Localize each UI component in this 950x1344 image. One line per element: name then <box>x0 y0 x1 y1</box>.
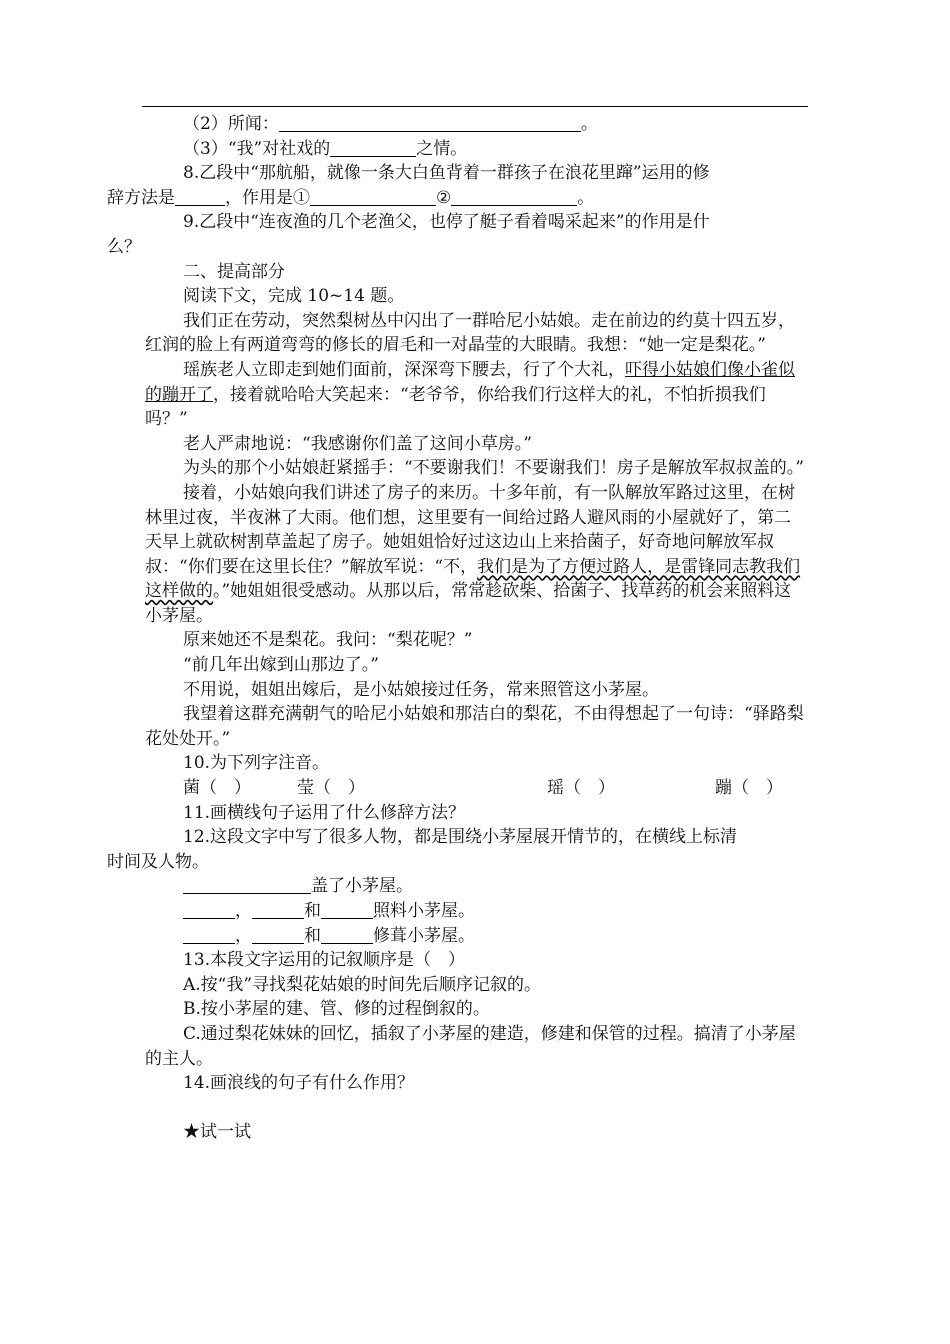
q12-row-1: 盖了小茅屋。 <box>145 874 805 899</box>
answer-blank[interactable] <box>330 139 416 157</box>
q13-option-c[interactable]: C.通过梨花妹妹的回忆，插叙了小茅屋的建造，修建和保管的过程。搞清了小茅屋的主人。 <box>145 1023 796 1069</box>
passage-paragraph-2: 瑶族老人立即走到她们面前，深深弯下腰去，行了个大礼，吓得小姑娘们像小雀似的蹦开了，接着就哈哈大笑起来：“老爷爷，你给我们行这样大的礼，不怕折损我们吗？” <box>145 359 795 430</box>
wavy-underlined-sentence: 我们是为了方便过路人，是雷锋同志教我们这样做的 <box>145 556 801 602</box>
worksheet-content <box>107 112 805 1144</box>
question-10: 10.为下列字注音。 <box>183 753 330 774</box>
pinyin-items <box>145 776 805 801</box>
q7-item3: （3）“我”对社戏的 之情。 <box>183 138 468 159</box>
passage-paragraph-8: 不用说，姐姐出嫁后，是小姑娘接过任务，常来照管这小茅屋。 <box>183 679 659 700</box>
pinyin-item[interactable]: 莹（ ） <box>297 778 365 799</box>
passage-paragraph-5: 接着，小姑娘向我们讲述了房子的来历。十多年前，有一队解放军路过这里，在树林里过夜，半夜淋了大雨。他们想，这里要有一间给过路人避风雨的小屋就好了，第二天早上就砍树割草盖起了房子。她姐姐恰好过这边山上来拾菌子，好奇地问解放军叔叔：“你们要在这里长住？”解放军说：“不，我们是为了方便过路人，是雷锋同志教我们这样做的。”她姐姐很受感动。从那以后，常常趁砍柴、拾菌子、找草药的机会来照料这小茅屋。 <box>145 482 801 626</box>
answer-blank[interactable] <box>279 114 581 132</box>
question-12: 12.这段文字中写了很多人物，都是围绕小茅屋展开情节的，在横线上标清 时间及人物。 <box>107 827 738 872</box>
question-9: 9.乙段中“连夜渔的几个老渔父，也停了艇子看着喝采起来”的作用是什 么？ <box>107 212 710 257</box>
passage-paragraph-6: 原来她还不是梨花。我问：“梨花呢？” <box>183 630 473 651</box>
answer-blank[interactable] <box>252 926 304 944</box>
section-2-title: 二、提高部分 <box>183 261 285 282</box>
passage-paragraph-3: 老人严肃地说：“我感谢你们盖了这间小草房。” <box>183 433 532 454</box>
pinyin-item[interactable]: 菌（ ） <box>183 778 251 799</box>
answer-blank[interactable] <box>183 926 235 944</box>
passage-paragraph-9: 我望着这群充满朝气的哈尼小姑娘和那洁白的梨花，不由得想起了一句诗：“驿路梨花处处开。” <box>145 704 804 749</box>
question-11: 11.画横线句子运用了什么修辞方法？ <box>183 802 466 823</box>
question-13: 13.本段文字运用的记叙顺序是（ ） <box>183 950 466 971</box>
question-14: 14.画浪线的句子有什么作用？ <box>183 1073 415 1094</box>
q12-row-3: ， 和 修葺小茅屋。 <box>145 924 805 949</box>
question-8: 8.乙段中“那航船，就像一条大白鱼背着一群孩子在浪花里蹿”运用的修 辞方法是 ，作用是① ② 。 <box>107 163 710 208</box>
answer-blank[interactable] <box>321 901 373 919</box>
answer-blank[interactable] <box>183 901 235 919</box>
pinyin-item[interactable]: 瑶（ ） <box>547 778 615 799</box>
try-it-heading: ★试一试 <box>183 1121 251 1142</box>
q13-option-b[interactable]: B.按小茅屋的建、管、修的过程倒叙的。 <box>183 999 490 1020</box>
pinyin-item[interactable]: 蹦（ ） <box>715 778 783 799</box>
q7-item2: （2）所闻： 。 <box>183 114 598 134</box>
passage-paragraph-4: 为头的那个小姑娘赶紧摇手：“不要谢我们！不要谢我们！房子是解放军叔叔盖的。” <box>183 458 804 479</box>
passage-paragraph-1: 我们正在劳动，突然梨树丛中闪出了一群哈尼小姑娘。走在前边的约莫十四五岁，红润的脸上有两道弯弯的修长的眉毛和一对晶莹的大眼睛。我想：“她一定是梨花。” <box>145 310 795 356</box>
header-rule <box>142 106 808 107</box>
section-2-instruction: 阅读下文，完成 10~14 题。 <box>183 286 405 307</box>
underlined-sentence: 吓得小姑娘们像小雀似的蹦开了 <box>145 359 795 405</box>
answer-blank[interactable] <box>451 188 577 206</box>
q13-option-a[interactable]: A.按“我”寻找梨花姑娘的时间先后顺序记叙的。 <box>183 974 542 995</box>
answer-blank[interactable] <box>321 926 373 944</box>
spacer <box>145 1096 805 1120</box>
answer-blank[interactable] <box>175 188 225 206</box>
answer-blank[interactable] <box>183 876 311 894</box>
q12-row-2: ， 和 照料小茅屋。 <box>145 899 805 924</box>
answer-blank[interactable] <box>252 901 304 919</box>
passage-paragraph-7: “前几年出嫁到山那边了。” <box>183 655 379 676</box>
answer-blank[interactable] <box>310 188 436 206</box>
